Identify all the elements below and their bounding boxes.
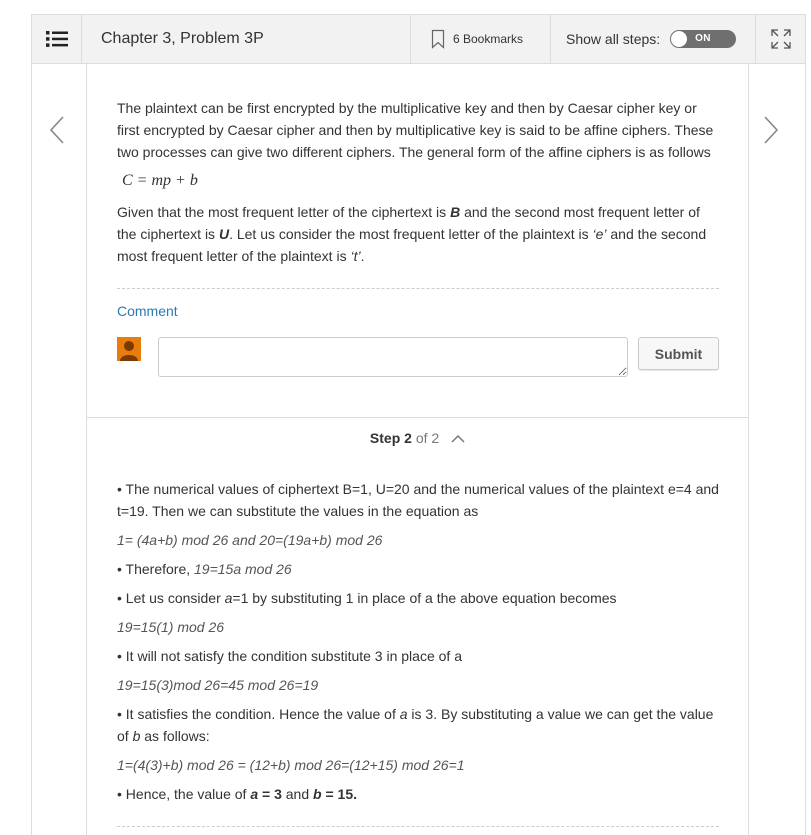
comment-link[interactable]: Comment — [117, 303, 178, 319]
variable-a: a — [250, 786, 259, 802]
text: • Hence, the value of — [117, 786, 251, 802]
text: and the second most frequent letter of the plaintext is — [117, 226, 707, 264]
step2-equation-2: 19=15(1) mod 26 — [117, 619, 225, 635]
letter-b: B — [450, 204, 461, 220]
text: . — [360, 248, 365, 264]
bookmark-icon — [431, 29, 445, 49]
text: • Let us consider — [117, 590, 225, 606]
top-toolbar — [31, 14, 806, 64]
text: . Let us consider the most frequent letter of the plaintext is — [229, 226, 593, 242]
variable-b: b — [132, 728, 141, 744]
previous-button[interactable] — [42, 110, 72, 150]
step-total: of 2 — [411, 430, 440, 446]
toggle-state: ON — [695, 33, 711, 44]
text: Given that the most frequent letter of the ciphertext is — [117, 204, 451, 220]
avatar — [117, 337, 141, 361]
chevron-left-icon — [48, 115, 66, 145]
letter-e: ‘e’ — [592, 226, 607, 242]
letter-u: U — [218, 226, 230, 242]
step2-header[interactable] — [87, 430, 748, 446]
text: as follows: — [140, 728, 210, 744]
value-a: = 3 — [258, 786, 282, 802]
chapter-title: Chapter 3, Problem 3P — [101, 30, 264, 47]
divider — [117, 826, 719, 827]
comment-input[interactable] — [158, 337, 628, 377]
step2-conclusion — [117, 783, 721, 805]
text: =1 by substituting 1 in place of a the above equation becomes — [232, 590, 617, 606]
affine-formula: C = mp + b — [122, 172, 198, 189]
text: and — [281, 786, 314, 802]
next-button[interactable] — [756, 110, 786, 150]
section-divider — [87, 417, 748, 418]
value-b: = 15. — [321, 786, 357, 802]
step2-line-1: • The numerical values of ciphertext B=1, U=20 and the numerical values of the plaintext e=4 and t=19. Then we can substitute the values in the equation as — [117, 481, 719, 519]
chevron-right-icon — [762, 115, 780, 145]
variable-b: b — [313, 786, 322, 802]
text: is 3. By substituting a value we can get the value of — [117, 706, 714, 744]
variable-a: a — [399, 706, 408, 722]
step2-equation-4: 1=(4(3)+b) mod 26 = (12+b) mod 26=(12+15) mod 26=1 — [117, 757, 465, 773]
text: • It satisfies the condition. Hence the value of — [117, 706, 400, 722]
show-steps-toggle[interactable] — [670, 30, 736, 48]
user-avatar-icon — [117, 337, 141, 361]
step2-line-6: • It will not satisfy the condition substitute 3 in place of a — [117, 648, 462, 664]
step1-paragraph-2 — [117, 201, 721, 267]
step2-equation-3: 19=15(3)mod 26=45 mod 26=19 — [117, 677, 319, 693]
show-all-steps — [566, 15, 736, 63]
text: and the second most frequent letter of the ciphertext is — [117, 204, 700, 242]
fullscreen-button[interactable] — [755, 15, 805, 63]
text: • Therefore, — [117, 561, 195, 577]
step1-paragraph-1: The plaintext can be first encrypted by the multiplicative key and then by Caesar cipher key or first encrypted by Caesar cipher and then by multiplicative key is said to be affine ciphers. These two processes can give two different ciphers. The general form of the affine ciphers is as follows — [117, 100, 714, 160]
equation: 19=15a mod 26 — [194, 561, 292, 577]
step2-line-8 — [117, 703, 721, 747]
step2-line-3 — [117, 558, 721, 580]
step2-equation-1: 1= (4a+b) mod 26 and 20=(19a+b) mod 26 — [117, 532, 383, 548]
menu-button[interactable] — [32, 15, 82, 63]
chevron-up-icon — [451, 434, 465, 444]
show-steps-label: Show all steps: — [566, 31, 661, 47]
submit-button[interactable]: Submit — [638, 337, 719, 370]
toggle-knob — [671, 31, 687, 47]
letter-t: ‘t’ — [350, 248, 361, 264]
bookmarks-button[interactable] — [410, 15, 551, 63]
step2-line-4 — [117, 587, 721, 609]
variable-a: a — [224, 590, 233, 606]
divider — [117, 288, 719, 289]
step-number: Step 2 — [369, 430, 412, 446]
expand-icon — [770, 28, 792, 50]
bookmarks-label: 6 Bookmarks — [453, 32, 524, 46]
list-icon — [46, 30, 68, 48]
